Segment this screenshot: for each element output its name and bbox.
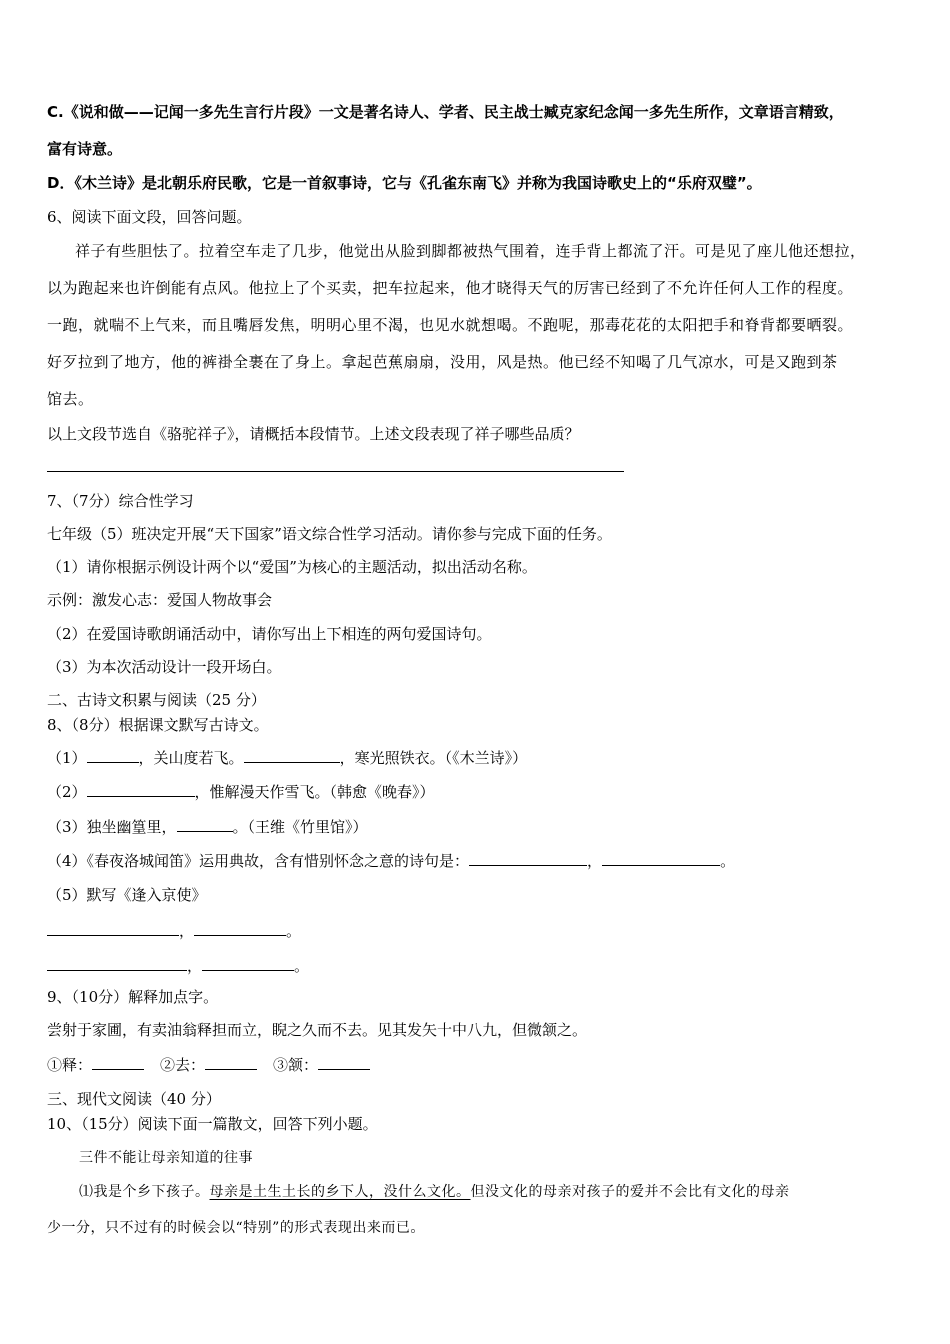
- q8-item5-answer-line2: [47, 955, 309, 977]
- q8-item1: [47, 747, 527, 769]
- q9-item2-blank[interactable]: [205, 1055, 257, 1070]
- q9-title: 9、（10分）解释加点字。: [47, 988, 219, 1006]
- q8-item4: [47, 850, 735, 872]
- q8-item1-blank2[interactable]: [244, 748, 340, 763]
- q7-title: 7、（7分）综合性学习: [47, 492, 194, 510]
- q8-item4-blank1[interactable]: [469, 851, 587, 866]
- q9-item1-blank[interactable]: [92, 1055, 144, 1070]
- q10-p1-underlined: 母亲是土生土长的乡下人，没什么文化。: [209, 1184, 471, 1200]
- q8-item1-text2: ，寒光照铁衣。（《木兰诗》）: [339, 749, 528, 767]
- q6-answer-line[interactable]: [47, 471, 624, 472]
- q8-item5-period1: 。: [286, 922, 302, 940]
- q8-item3-blank[interactable]: [177, 817, 233, 832]
- q7-example: 示例：激发心志：爱国人物故事会: [47, 591, 273, 609]
- q9-item1-label: ①释：: [47, 1056, 93, 1074]
- q6-passage-line: 一跑，就喘不上气来，而且嘴唇发焦，明明心里不渴，也见水就想喝。不跑呢，那毒花花的太阳把手和脊背都要晒裂。: [47, 316, 854, 334]
- q9-item3-label: ③颔：: [273, 1056, 319, 1074]
- q8-item5-blank1[interactable]: [47, 921, 179, 936]
- q6-passage-line: 祥子有些胆怯了。拉着空车走了几步，他觉出从脸到脚都被热气围着，连手背上都流了汗。可是见了座儿他还想拉，: [75, 242, 866, 260]
- q5-option-c-line1: C.《说和做——记闻一多先生言行片段》一文是著名诗人、学者、民主战士臧克家纪念闻一多先生所作，文章语言精致，: [47, 103, 844, 121]
- q8-item3-text2: 。（王维《竹里馆》）: [232, 818, 368, 836]
- q10-paragraph1-line1: [79, 1181, 790, 1203]
- q8-item3: [47, 816, 368, 838]
- q9-item2-label: ②去：: [160, 1056, 206, 1074]
- q8-item4-end: 。: [720, 852, 736, 870]
- q6-title: 6、阅读下面文段，回答问题。: [47, 208, 252, 226]
- q9-text: 尝射于家圃，有卖油翁释担而立，睨之久而不去。见其发矢十中八九，但微颔之。: [47, 1021, 588, 1039]
- q7-sub2: （2）在爱国诗歌朗诵活动中，请你写出上下相连的两句爱国诗句。: [47, 625, 492, 643]
- q7-sub3: （3）为本次活动设计一段开场白。: [47, 658, 282, 676]
- q7-intro: 七年级（5）班决定开展“天下国家”语文综合性学习活动。请你参与完成下面的任务。: [47, 525, 612, 543]
- q10-paragraph1-line2: 少一分，只不过有的时候会以“特别”的形式表现出来而已。: [47, 1220, 425, 1236]
- q5-option-c-line2: 富有诗意。: [47, 140, 123, 158]
- section2-title: 二、古诗文积累与阅读（25 分）: [47, 691, 266, 709]
- q9-items: [47, 1054, 370, 1076]
- q9-item3-blank[interactable]: [318, 1055, 370, 1070]
- q8-item2-blank[interactable]: [87, 782, 195, 797]
- q8-item2-text: ，惟解漫天作雪飞。（韩愈《晚春》）: [194, 783, 435, 801]
- q8-item5-comma2: ，: [187, 957, 203, 975]
- q8-title: 8、（8分）根据课文默写古诗文。: [47, 716, 269, 734]
- q8-item4-sep: ，: [587, 852, 603, 870]
- q8-item2-label: （2）: [47, 783, 87, 801]
- q8-item5-blank2[interactable]: [194, 921, 286, 936]
- q10-essay-title: 三件不能让母亲知道的往事: [79, 1150, 253, 1166]
- q8-item5-comma1: ，: [179, 922, 195, 940]
- q8-item4-text: （4）《春夜洛城闻笛》运用典故，含有惜别怀念之意的诗句是：: [47, 852, 470, 870]
- q8-item3-text1: （3）独坐幽篁里，: [47, 818, 177, 836]
- q8-item5-blank4[interactable]: [202, 956, 294, 971]
- q5-option-d: D．《木兰诗》是北朝乐府民歌，它是一首叙事诗，它与《孔雀东南飞》并称为我国诗歌史上的“乐府双璧”。: [47, 174, 762, 192]
- q8-item1-label: （1）: [47, 749, 87, 767]
- q8-item5-period2: 。: [294, 957, 310, 975]
- q10-p1-text-b: 但没文化的母亲对孩子的爱并不会比有文化的母亲: [470, 1184, 790, 1200]
- q8-item2: [47, 781, 435, 803]
- q7-sub1: （1）请你根据示例设计两个以“爱国”为核心的主题活动，拟出活动名称。: [47, 558, 537, 576]
- q6-question: 以上文段节选自《骆驼祥子》，请概括本段情节。上述文段表现了祥子哪些品质？: [47, 425, 580, 443]
- q6-passage-line: 馆去。: [47, 390, 94, 408]
- q6-passage-line: 以为跑起来也许倒能有点风。他拉上了个买卖，把车拉起来，他才晓得天气的厉害已经到了不允许任何人工作的程度。: [47, 279, 854, 297]
- q8-item4-blank2[interactable]: [602, 851, 720, 866]
- q6-passage-line: 好歹拉到了地方，他的裤褂全裹在了身上。拿起芭蕉扇扇，没用，风是热。他已经不知喝了几气凉水，可是又跑到茶: [47, 353, 838, 371]
- section3-title: 三、现代文阅读（40 分）: [47, 1090, 221, 1108]
- q10-p1-text-a: ⑴我是个乡下孩子。: [79, 1184, 210, 1200]
- q8-item1-blank1[interactable]: [87, 748, 139, 763]
- q8-item5-blank3[interactable]: [47, 956, 187, 971]
- q10-title: 10、（15分）阅读下面一篇散文，回答下列小题。: [47, 1115, 378, 1133]
- q8-item5-answer-line1: [47, 920, 301, 942]
- q8-item5: （5）默写《逢入京使》: [47, 886, 207, 904]
- q8-item1-text1: ，关山度若飞。: [138, 749, 244, 767]
